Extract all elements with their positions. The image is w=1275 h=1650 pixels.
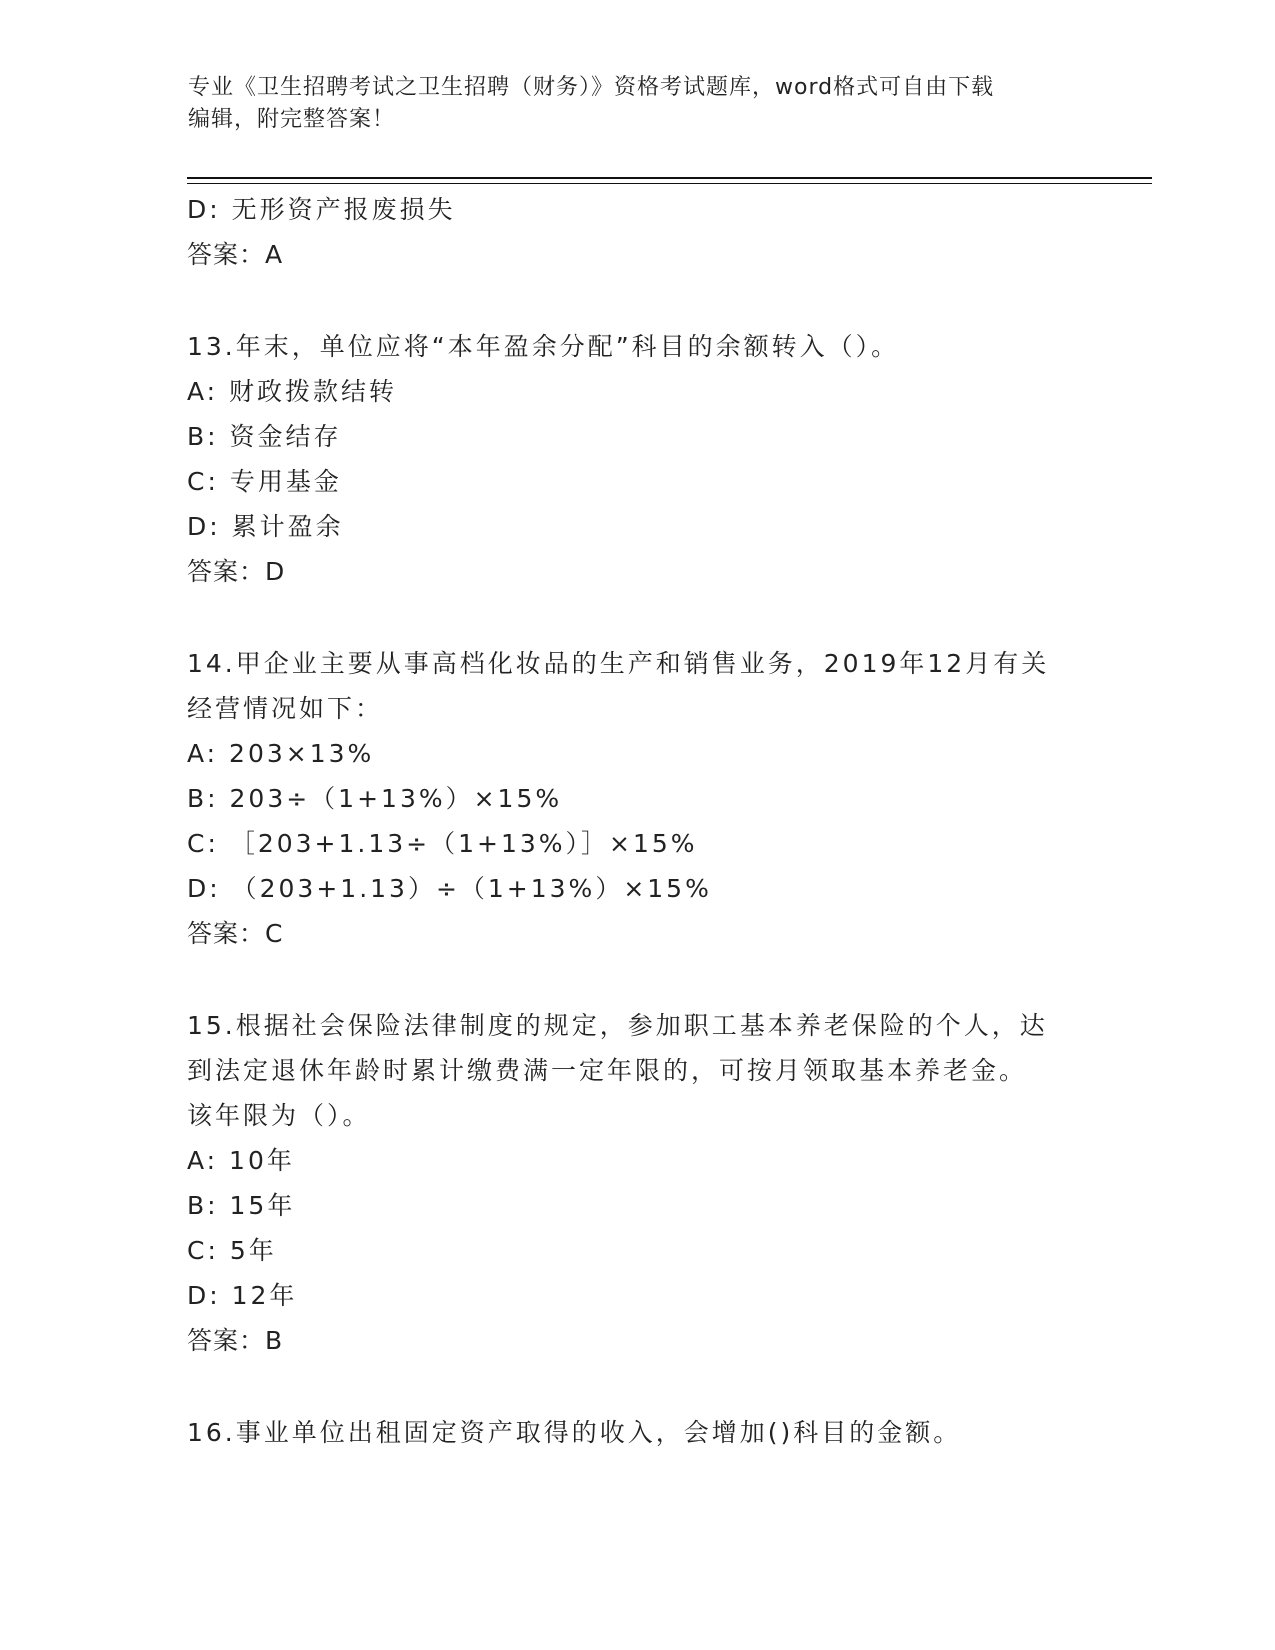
spacer bbox=[187, 277, 1107, 324]
answer-text: 答案：C bbox=[187, 919, 284, 948]
option-c: C: ［203+1.13÷（1+13%）］×15% bbox=[187, 829, 698, 858]
spacer bbox=[187, 1363, 1107, 1410]
page-header bbox=[188, 72, 1088, 136]
question-14 bbox=[187, 641, 1107, 956]
option-c: C: 5年 bbox=[187, 1236, 277, 1265]
question-12 bbox=[187, 187, 1107, 277]
question-15 bbox=[187, 1003, 1107, 1363]
question-stem-line-3: 该年限为（）。 bbox=[187, 1101, 371, 1130]
option-a: A: 财政拨款结转 bbox=[187, 377, 398, 406]
header-line-2: 编辑，附完整答案！ bbox=[188, 107, 396, 132]
spacer bbox=[187, 594, 1107, 641]
option-d: D: （203+1.13）÷（1+13%）×15% bbox=[187, 874, 712, 903]
question-list bbox=[187, 187, 1107, 1455]
option-d: D: 无形资产报废损失 bbox=[187, 195, 456, 224]
option-a: A: 10年 bbox=[187, 1146, 295, 1175]
option-d: D: 累计盈余 bbox=[187, 512, 344, 541]
question-stem-line-2: 到法定退休年龄时累计缴费满一定年限的，可按月领取基本养老金。 bbox=[187, 1056, 1028, 1085]
question-stem: 16.事业单位出租固定资产取得的收入，会增加()科目的金额。 bbox=[187, 1418, 962, 1447]
question-16 bbox=[187, 1410, 1107, 1455]
spacer bbox=[187, 956, 1107, 1003]
header-divider-thin bbox=[187, 183, 1152, 184]
option-b: B: 203÷（1+13%）×15% bbox=[187, 784, 563, 813]
header-line-1: 专业《卫生招聘考试之卫生招聘（财务）》资格考试题库，word格式可自由下载 bbox=[188, 75, 995, 100]
option-b: B: 15年 bbox=[187, 1191, 296, 1220]
question-stem: 13.年末，单位应将“本年盈余分配”科目的余额转入（）。 bbox=[187, 332, 900, 361]
answer-text: 答案：D bbox=[187, 557, 286, 586]
question-stem-line-1: 14.甲企业主要从事高档化妆品的生产和销售业务，2019年12月有关 bbox=[187, 649, 1050, 678]
option-a: A: 203×13% bbox=[187, 739, 375, 768]
question-stem-line-2: 经营情况如下： bbox=[187, 694, 384, 723]
option-b: B: 资金结存 bbox=[187, 422, 342, 451]
option-c: C: 专用基金 bbox=[187, 467, 342, 496]
question-13 bbox=[187, 324, 1107, 594]
answer-text: 答案：A bbox=[187, 240, 284, 269]
option-d: D: 12年 bbox=[187, 1281, 298, 1310]
header-divider-thick bbox=[187, 177, 1152, 179]
question-stem-line-1: 15.根据社会保险法律制度的规定，参加职工基本养老保险的个人，达 bbox=[187, 1011, 1048, 1040]
answer-text: 答案：B bbox=[187, 1326, 284, 1355]
